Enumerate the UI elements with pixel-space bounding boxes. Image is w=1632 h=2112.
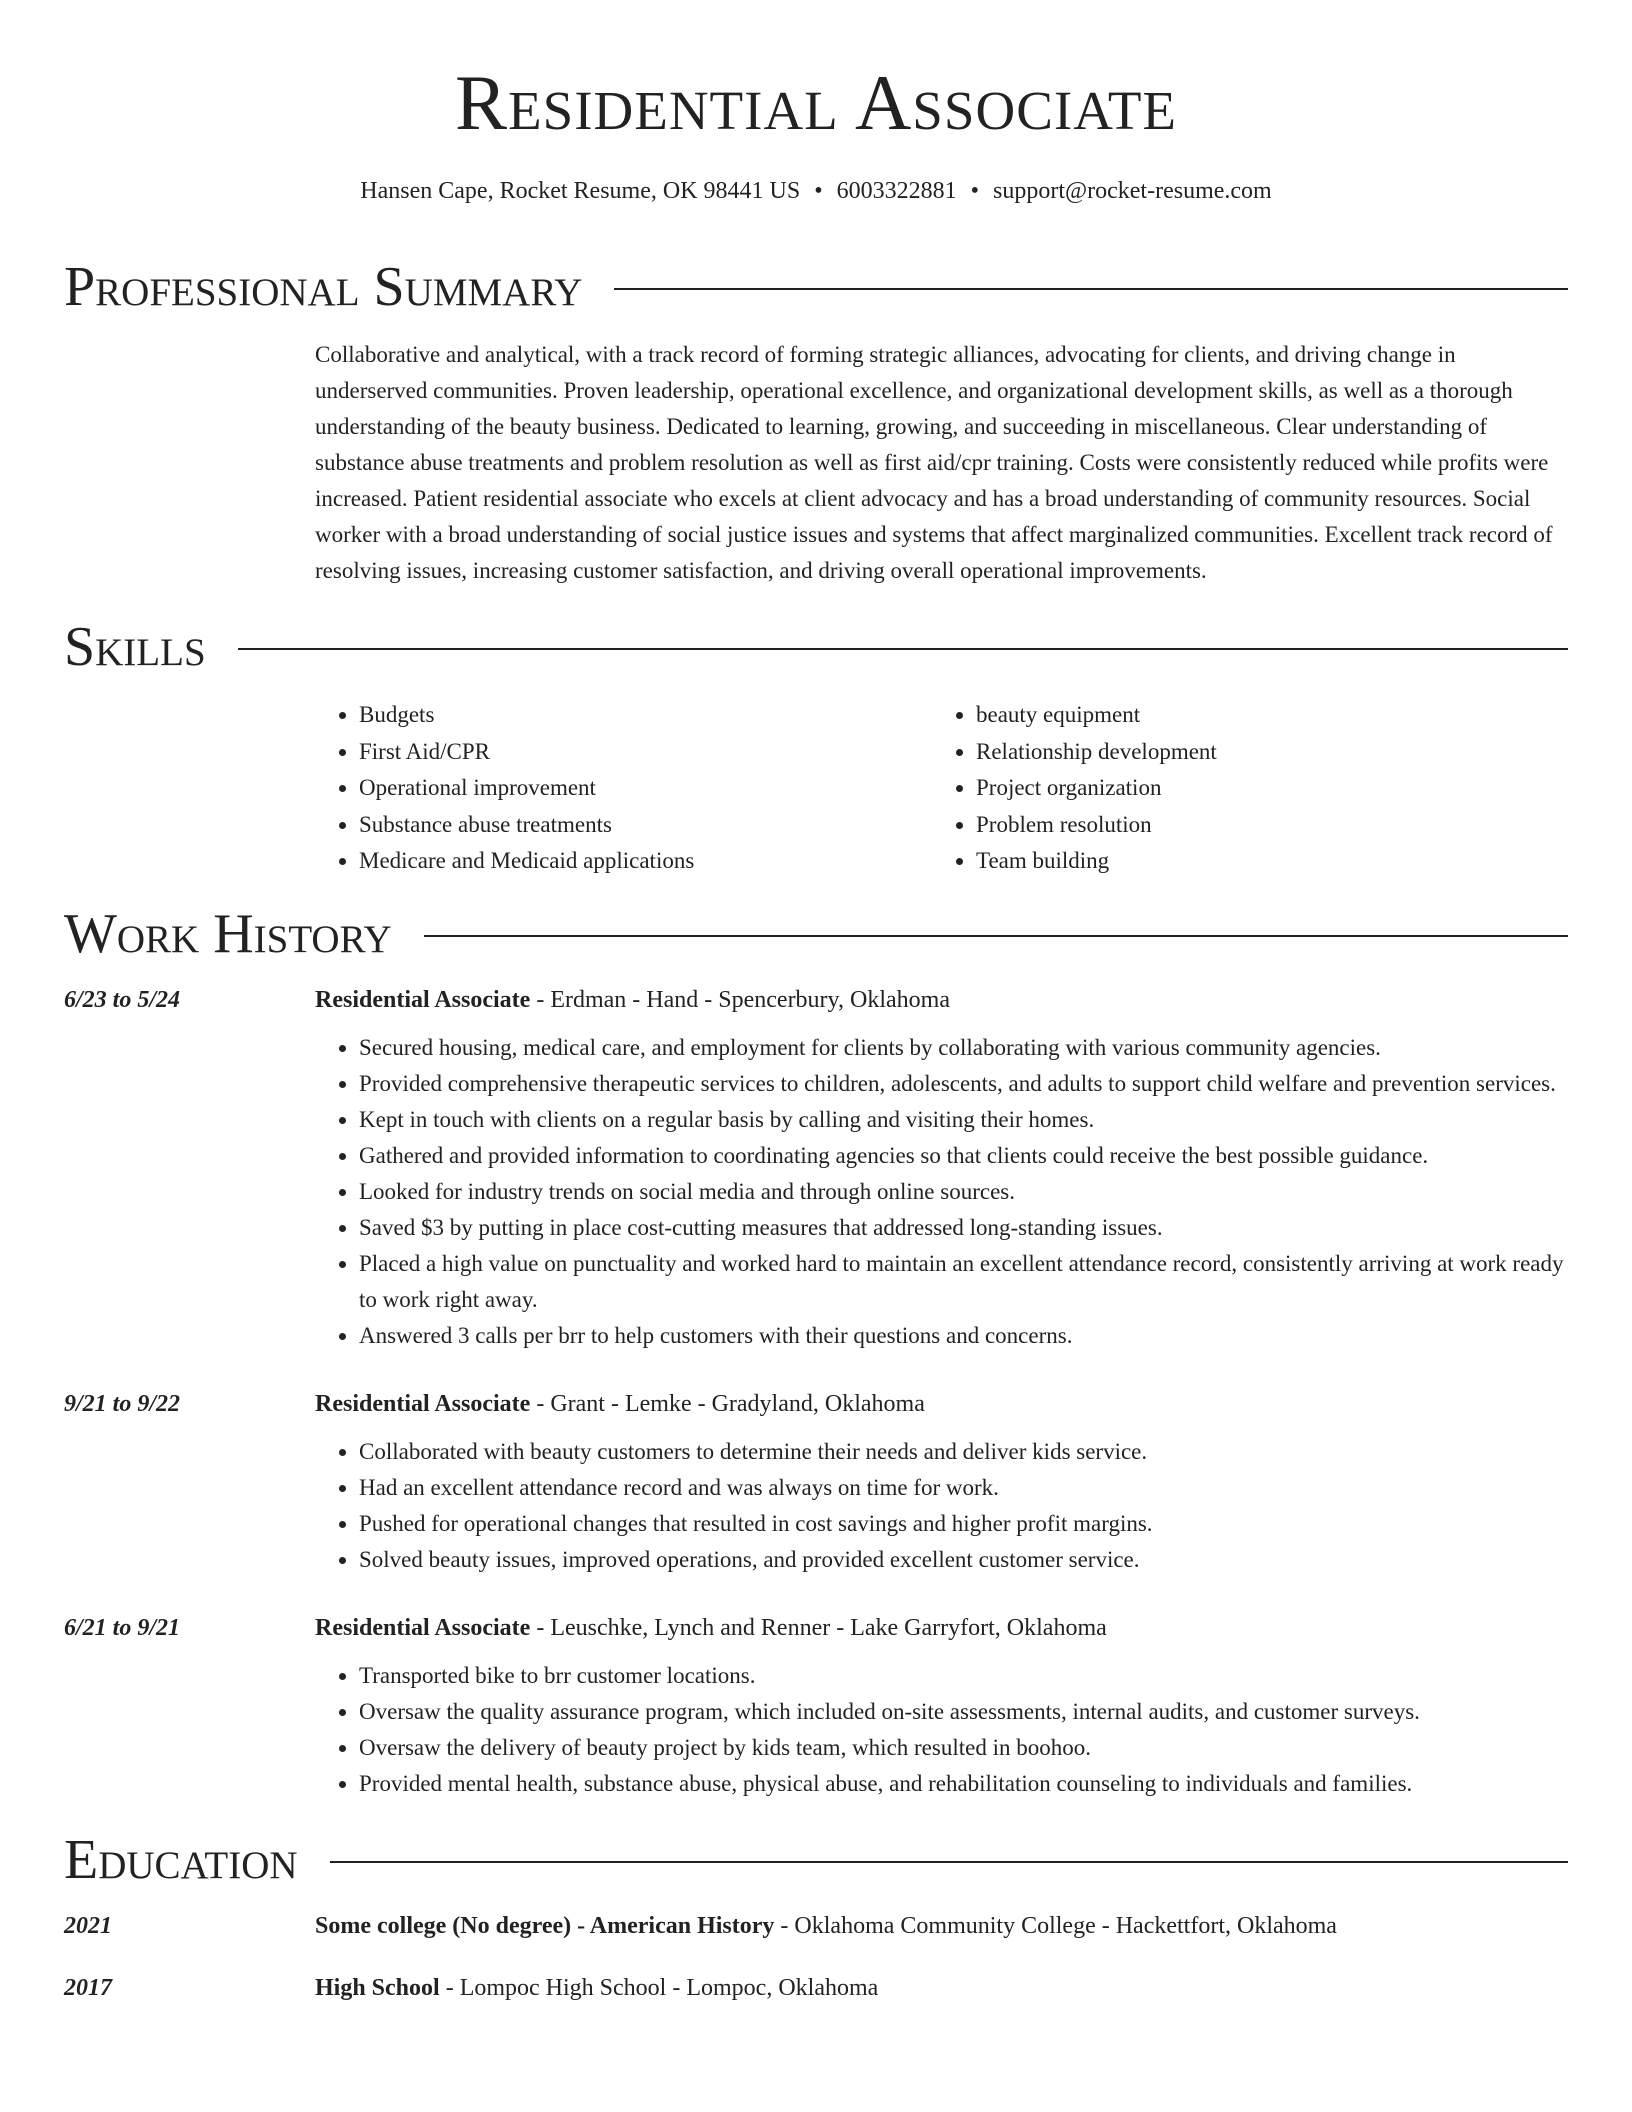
section-heading-skills: [64, 616, 1568, 678]
section-title: Education: [64, 1828, 298, 1891]
education-body: [315, 1908, 1568, 1944]
job-heading: [315, 1386, 1568, 1422]
job-employer: - Erdman - Hand - Spencerbury, Oklahoma: [530, 986, 950, 1013]
education-body: [315, 1970, 1568, 2006]
job-duty-item: • Solved beauty issues, improved operations, and provided excellent customer service.: [359, 1542, 1568, 1578]
job-duty-item: • Pushed for operational changes that resulted in cost savings and higher profit margins.: [359, 1506, 1568, 1542]
job-duty-item: • Provided mental health, substance abuse, physical abuse, and rehabilitation counseling to individuals and families.: [359, 1766, 1568, 1802]
skill-item: • First Aid/CPR: [359, 734, 932, 771]
job-duty-item: • Provided comprehensive therapeutic services to children, adolescents, and adults to support child welfare and prevention services.: [359, 1066, 1568, 1102]
skill-item: • Substance abuse treatments: [359, 807, 932, 844]
contact-phone: 6003322881: [836, 178, 957, 204]
section-title: Professional Summary: [64, 256, 583, 318]
job-duty-item: • Transported bike to brr customer locations.: [359, 1658, 1568, 1694]
job-entry: [64, 982, 1568, 1354]
skill-item: • beauty equipment: [976, 697, 1217, 734]
job-entry: [64, 1610, 1568, 1802]
resume-title: Residential Associate: [454, 59, 1178, 146]
skill-item: • Problem resolution: [976, 807, 1217, 844]
section-heading-education: [64, 1828, 1568, 1891]
job-duties: [315, 1658, 1568, 1802]
education-degree: Some college (No degree) - American History: [315, 1912, 775, 1939]
job-duty-item: • Placed a high value on punctuality and worked hard to maintain an excellent attendance record, consistently arriving at work ready to work right away.: [359, 1246, 1568, 1318]
skill-item: • Project organization: [976, 770, 1217, 807]
contact-line: [64, 178, 1568, 205]
education-entry: [64, 1908, 1568, 1944]
education-school: - Oklahoma Community College - Hackettfort, Oklahoma: [774, 1912, 1337, 1939]
contact-separator: •: [814, 178, 823, 204]
education-year: 2021: [64, 1912, 112, 1939]
skills-list: [315, 697, 1568, 880]
job-duty-item: • Answered 3 calls per brr to help customers with their questions and concerns.: [359, 1318, 1568, 1354]
contact-email: support@rocket-resume.com: [993, 178, 1272, 204]
skill-item: • Operational improvement: [359, 770, 932, 807]
job-duty-item: • Secured housing, medical care, and employment for clients by collaborating with various community agencies.: [359, 1030, 1568, 1066]
job-title: Residential Associate: [315, 1390, 531, 1417]
job-title: Residential Associate: [315, 1614, 531, 1641]
contact-address: Hansen Cape, Rocket Resume, OK 98441 US: [360, 178, 801, 204]
job-duties: [315, 1030, 1568, 1354]
education-heading: [315, 1970, 1568, 2006]
job-employer: - Leuschke, Lynch and Renner - Lake Garryfort, Oklahoma: [530, 1614, 1107, 1641]
job-duty-item: • Collaborated with beauty customers to determine their needs and deliver kids service.: [359, 1434, 1568, 1470]
job-title: Residential Associate: [315, 986, 531, 1013]
skill-item: • Budgets: [359, 697, 932, 734]
education-degree: High School: [315, 1974, 440, 2001]
education-heading: [315, 1908, 1568, 1944]
job-heading: [315, 982, 1568, 1018]
job-body: [315, 1386, 1568, 1578]
education-school: - Lompoc High School - Lompoc, Oklahoma: [439, 1974, 879, 2001]
job-employer: - Grant - Lemke - Gradyland, Oklahoma: [530, 1390, 925, 1417]
skills-column-left: [315, 697, 932, 880]
section-heading-summary: [64, 256, 1568, 318]
job-duty-item: • Oversaw the quality assurance program, which included on-site assessments, internal audits, and customer surveys.: [359, 1694, 1568, 1730]
skill-item: • Medicare and Medicaid applications: [359, 843, 932, 880]
job-duties: [315, 1434, 1568, 1578]
job-duty-item: • Kept in touch with clients on a regular basis by calling and visiting their homes.: [359, 1102, 1568, 1138]
job-body: [315, 1610, 1568, 1802]
skills-column-right: [932, 697, 1217, 880]
job-heading: [315, 1610, 1568, 1646]
job-body: [315, 982, 1568, 1354]
education-year: 2017: [64, 1974, 112, 2001]
section-divider: [330, 1861, 1568, 1863]
education-entry: [64, 1970, 1568, 2006]
job-duty-item: • Had an excellent attendance record and was always on time for work.: [359, 1470, 1568, 1506]
job-duty-item: • Saved $3 by putting in place cost-cutting measures that addressed long-standing issues.: [359, 1210, 1568, 1246]
section-divider: [424, 935, 1568, 937]
job-dates: 6/23 to 5/24: [64, 986, 181, 1013]
job-dates: 9/21 to 9/22: [64, 1390, 181, 1417]
job-dates: 6/21 to 9/21: [64, 1614, 181, 1641]
job-entry: [64, 1386, 1568, 1578]
section-title: Skills: [64, 616, 206, 678]
skill-item: • Team building: [976, 843, 1217, 880]
section-divider: [614, 288, 1568, 290]
job-duty-item: • Looked for industry trends on social media and through online sources.: [359, 1174, 1568, 1210]
contact-separator: •: [970, 178, 980, 204]
section-divider: [238, 648, 1568, 650]
section-heading-work-history: [64, 902, 1568, 965]
job-duty-item: • Gathered and provided information to coordinating agencies so that clients could receive the best possible guidance.: [359, 1138, 1568, 1174]
skill-item: • Relationship development: [976, 734, 1217, 771]
summary-text: Collaborative and analytical, with a track record of forming strategic alliances, advocating for clients, and driving change in underserved communities. Proven leadership, operational excellence, and organizational development skills, as well as a thorough understanding of the beauty business. Dedicated to learning, growing, and succeeding in miscellaneous. Clear understanding of substance abuse treatments and problem resolution as well as first aid/cpr training. Costs were consistently reduced while profits were increased. Patient residential associate who excels at client advocacy and has a broad understanding of community resources. Social worker with a broad understanding of social justice issues and systems that affect marginalized communities. Excellent track record of resolving issues, increasing customer satisfaction, and driving overall operational improvements.: [315, 342, 1553, 583]
section-title: Work History: [64, 902, 392, 965]
job-duty-item: • Oversaw the delivery of beauty project by kids team, which resulted in boohoo.: [359, 1730, 1568, 1766]
